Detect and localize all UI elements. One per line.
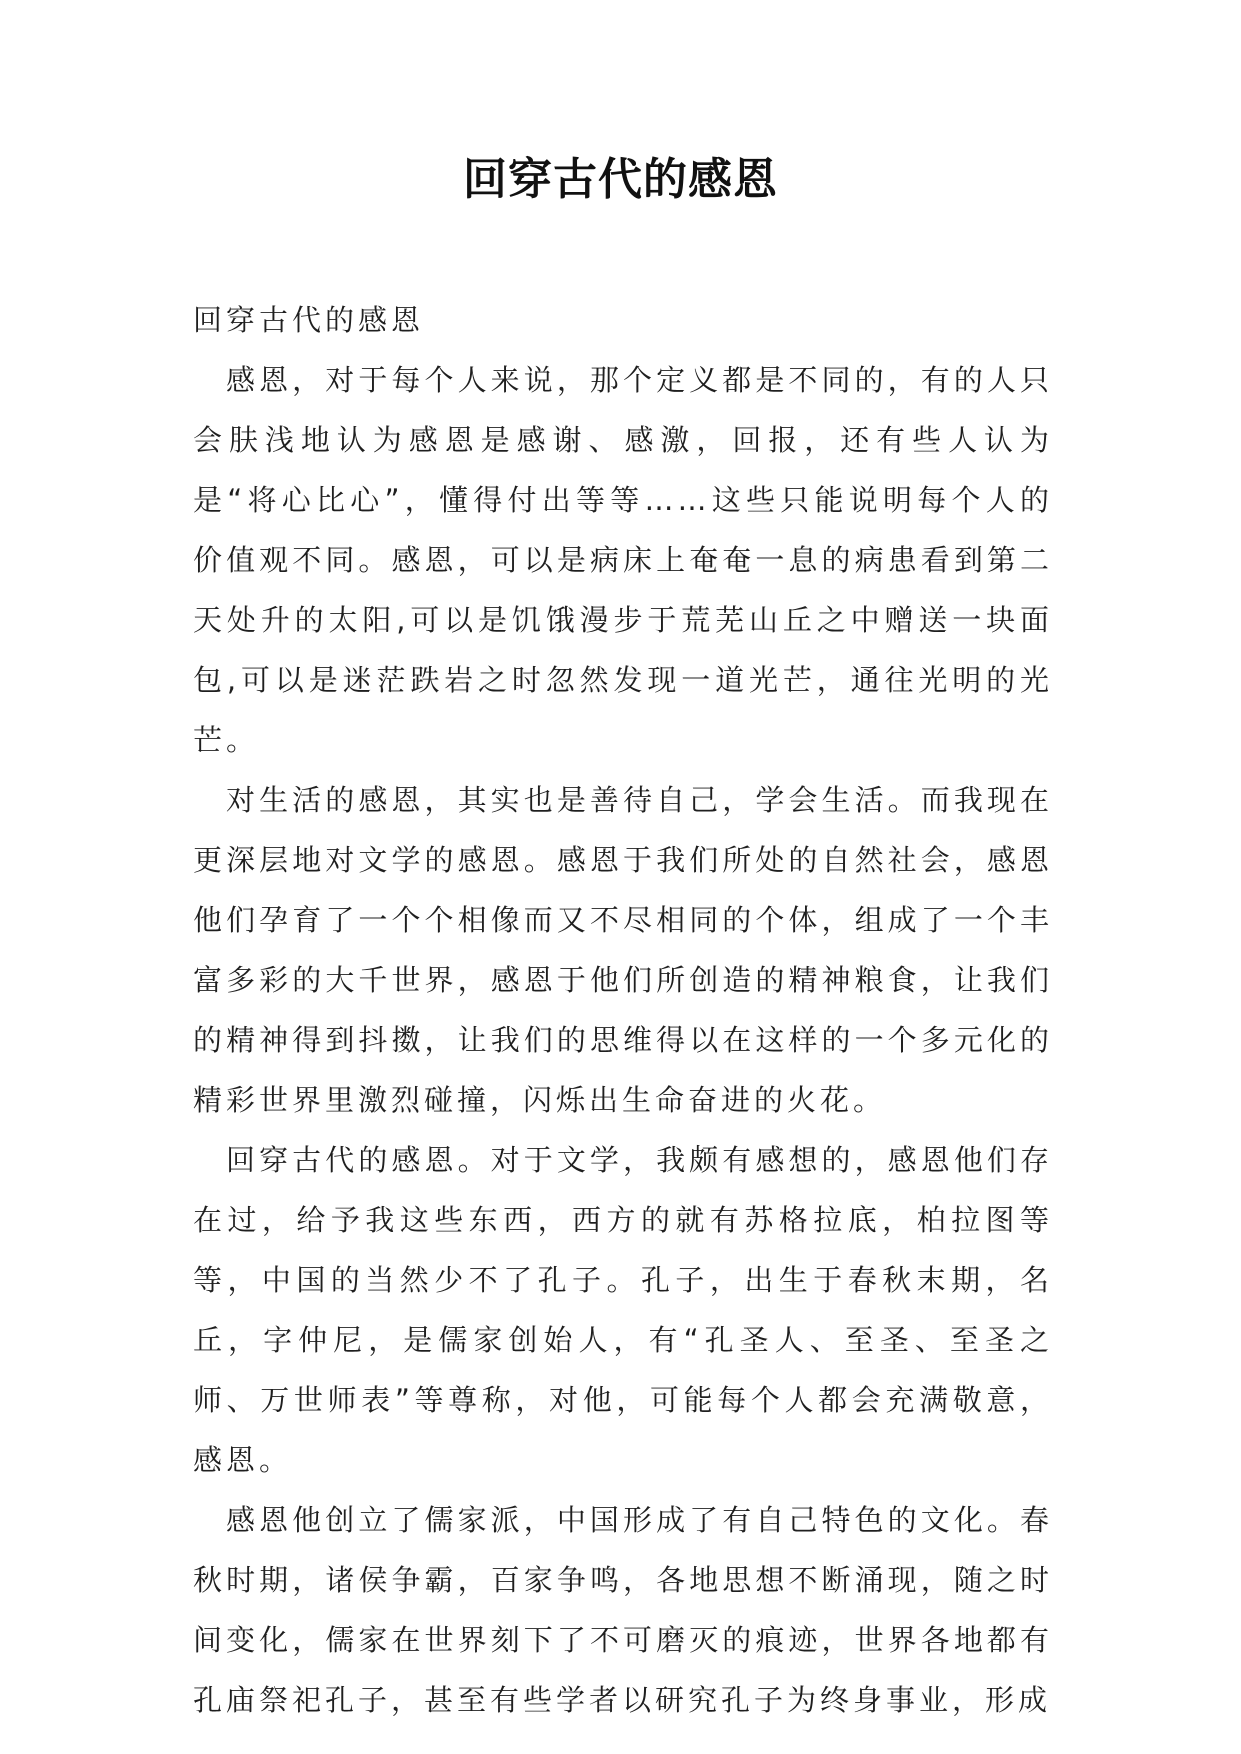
paragraph: 感恩，对于每个人来说，那个定义都是不同的，有的人只会肤浅地认为感恩是感谢、感激，回报，还有些人认为是“将心比心”，懂得付出等等……这些只能说明每个人的价值观不同。感恩，可以是病床上奄奄一息的病患看到第二天处升的太阳,可以是饥饿漫步于荒芜山丘之中赠送一块面包,可以是迷茫跌岩之时忽然发现一道光芒，通往光明的光芒。 bbox=[193, 363, 1053, 757]
page-title: 回穿古代的感恩 bbox=[463, 154, 778, 205]
document-subtitle: 回穿古代的感恩 bbox=[193, 303, 425, 337]
paragraph: 回穿古代的感恩。对于文学，我颇有感想的，感恩他们存在过，给予我这些东西，西方的就有苏格拉底，柏拉图等等，中国的当然少不了孔子。孔子，出生于春秋末期，名丘，字仲尼，是儒家创始人，有“孔圣人、至圣、至圣之师、万世师表”等尊称，对他，可能每个人都会充满敬意，感恩。 bbox=[193, 1143, 1053, 1477]
paragraph: 对生活的感恩，其实也是善待自己，学会生活。而我现在更深层地对文学的感恩。感恩于我们所处的自然社会，感恩他们孕育了一个个相像而又不尽相同的个体，组成了一个丰富多彩的大千世界，感恩于他们所创造的精神粮食，让我们的精神得到抖擞，让我们的思维得以在这样的一个多元化的精彩世界里激烈碰撞，闪烁出生命奋进的火花。 bbox=[193, 783, 1053, 1117]
paragraph: 感恩他创立了儒家派，中国形成了有自己特色的文化。春秋时期，诸侯争霸，百家争鸣，各地思想不断涌现，随之时间变化，儒家在世界刻下了不可磨灭的痕迹，世界各地都有孔庙祭祀孔子，甚至有些学者以研究孔子为终身事业，形成 bbox=[193, 1503, 1053, 1717]
document-body bbox=[193, 290, 1053, 1730]
